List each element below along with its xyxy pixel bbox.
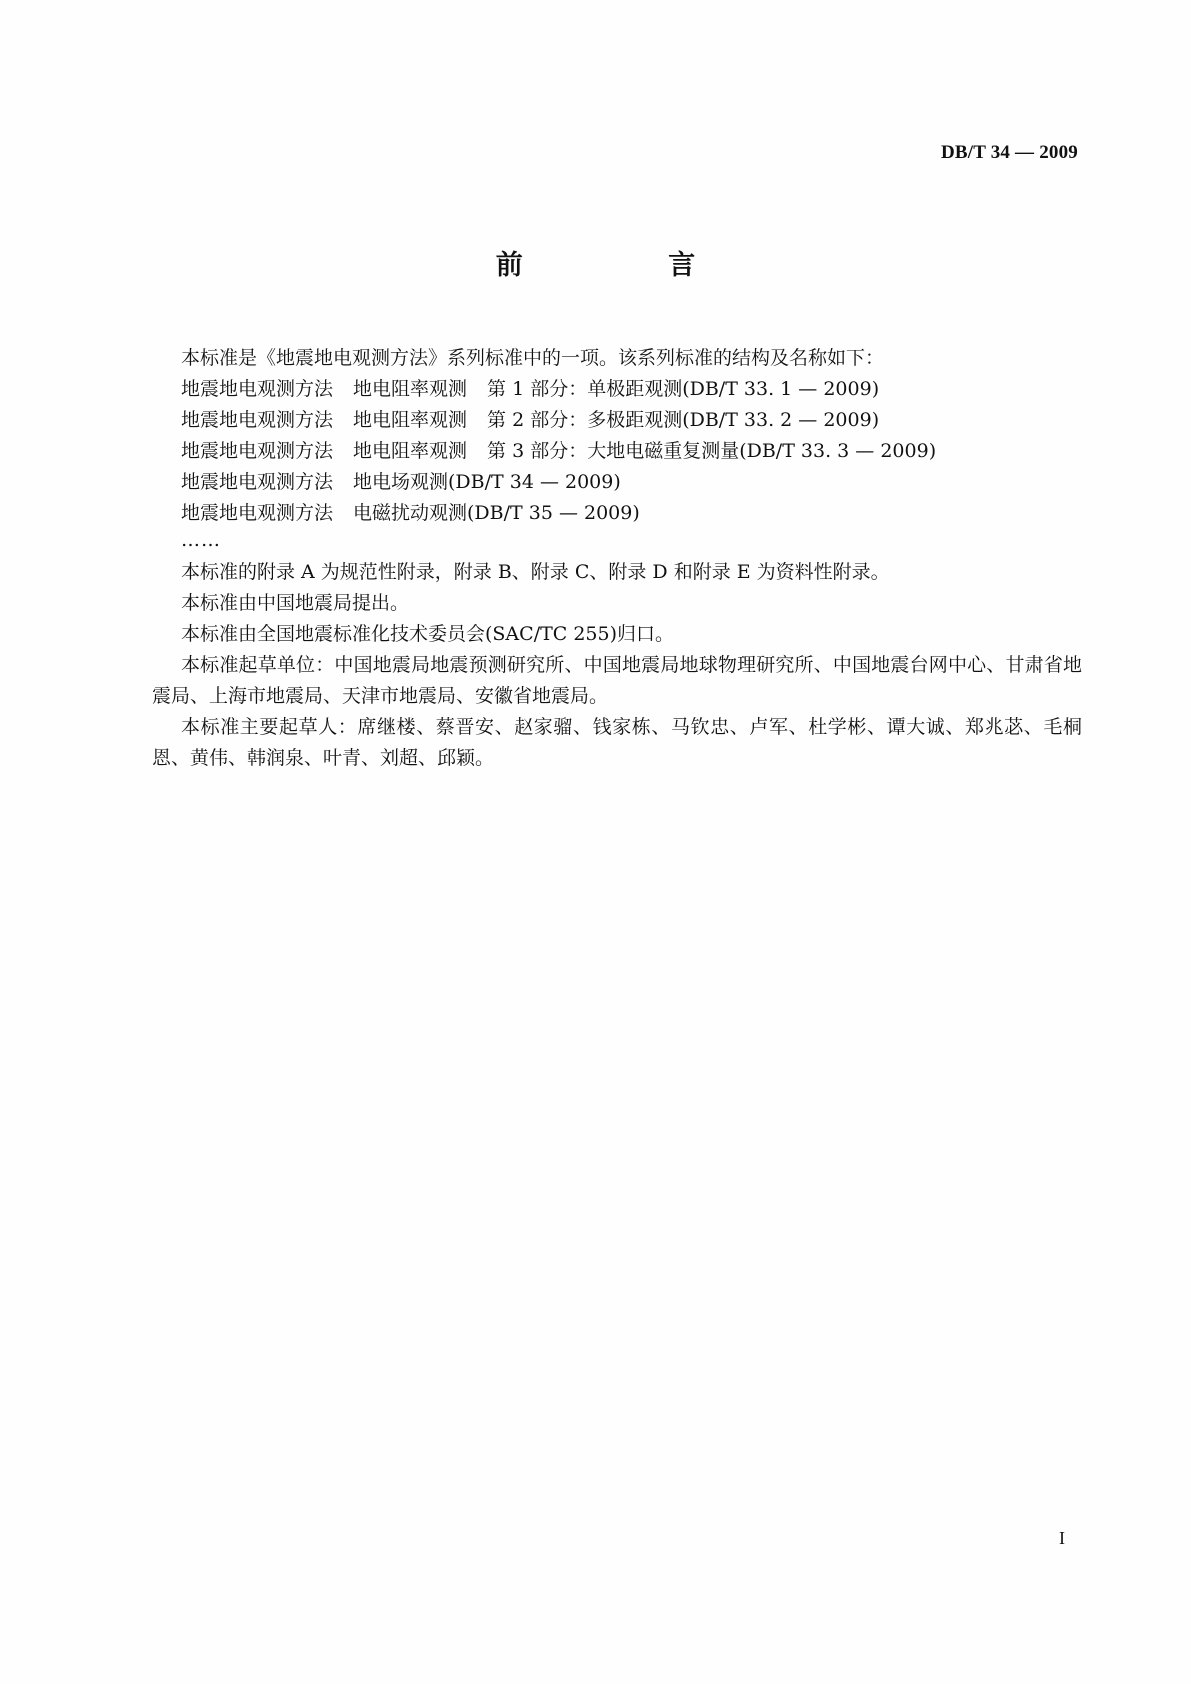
series-item — [152, 498, 1082, 529]
series-method: 地震地电观测方法 — [181, 471, 334, 493]
series-part: 第 3 部分：大地电磁重复测量(DB/T 33. 3 — 2009) — [487, 440, 937, 462]
page-number: I — [1059, 1528, 1065, 1548]
series-topic: 电磁扰动观测(DB/T 35 — 2009) — [353, 502, 640, 524]
series-part: 第 2 部分：多极距观测(DB/T 33. 2 — 2009) — [487, 409, 880, 431]
series-method: 地震地电观测方法 — [181, 440, 334, 462]
series-topic: 地电阻率观测 — [353, 409, 468, 431]
page-title: 前 言 — [495, 250, 764, 281]
committee-paragraph: 本标准由全国地震标准化技术委员会(SAC/TC 255)归口。 — [181, 623, 675, 645]
appendix-paragraph: 本标准的附录 A 为规范性附录，附录 B、附录 C、附录 D 和附录 E 为资料性附录。 — [181, 561, 890, 583]
standard-code: DB/T 34 — 2009 — [940, 142, 1078, 163]
series-topic: 地电阻率观测 — [353, 440, 468, 462]
drafters-paragraph: 本标准主要起草人：席继楼、蔡晋安、赵家骝、钱家栋、马钦忠、卢军、杜学彬、谭大诚、郑兆苾、毛桐恩、黄伟、韩润泉、叶青、刘超、邱颖。 — [152, 716, 1082, 769]
series-item — [152, 374, 1082, 405]
intro-paragraph: 本标准是《地震地电观测方法》系列标准中的一项。该系列标准的结构及名称如下： — [181, 347, 885, 369]
drafting-units-paragraph: 本标准起草单位：中国地震局地震预测研究所、中国地震局地球物理研究所、中国地震台网中心、甘肃省地震局、上海市地震局、天津市地震局、安徽省地震局。 — [152, 654, 1082, 707]
series-topic: 地电阻率观测 — [353, 378, 468, 400]
ellipsis: …… — [181, 529, 221, 551]
document-body — [152, 343, 1082, 774]
proposer-paragraph: 本标准由中国地震局提出。 — [181, 592, 410, 614]
series-topic: 地电场观测(DB/T 34 — 2009) — [353, 471, 621, 493]
series-item — [152, 467, 1082, 498]
series-method: 地震地电观测方法 — [181, 409, 334, 431]
series-part: 第 1 部分：单极距观测(DB/T 33. 1 — 2009) — [487, 378, 880, 400]
series-method: 地震地电观测方法 — [181, 502, 334, 524]
series-method: 地震地电观测方法 — [181, 378, 334, 400]
series-item — [152, 405, 1082, 436]
series-item — [152, 436, 1082, 467]
